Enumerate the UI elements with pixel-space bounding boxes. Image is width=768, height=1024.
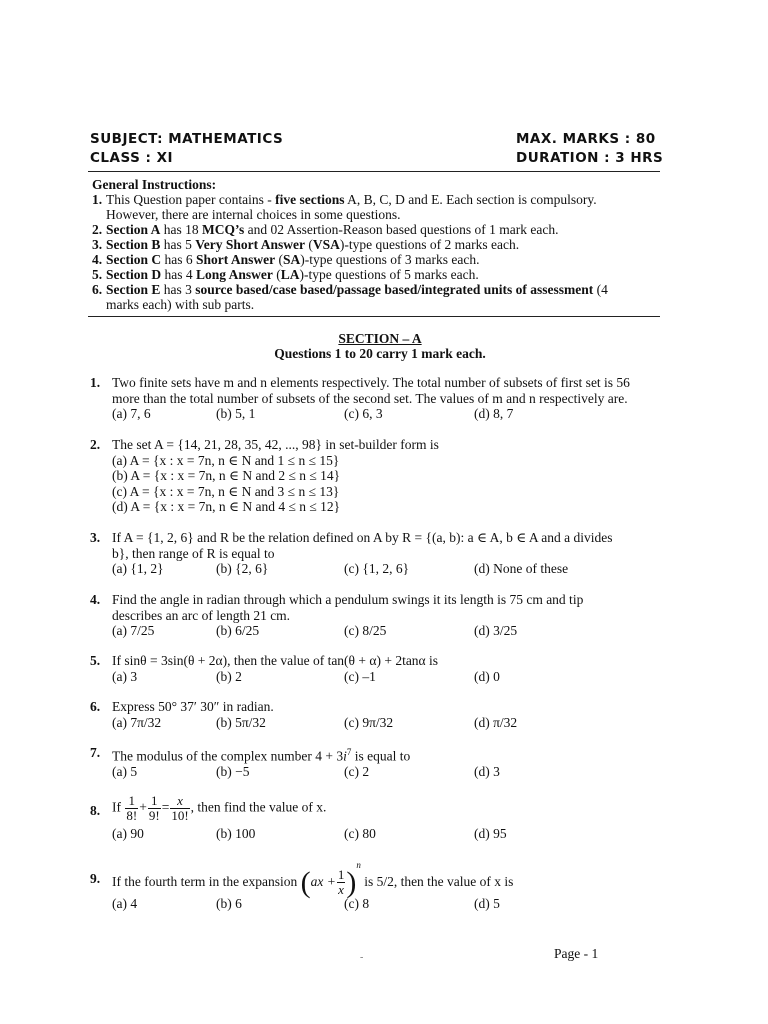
class-label: CLASS : XI [90, 150, 174, 166]
option-c: (c) –1 [344, 668, 376, 684]
fraction: $\frac{x}{10!}$ [171, 793, 189, 823]
option-c: (c) 9π/32 [344, 714, 394, 730]
instruction-item: 5. Section D has 4 Long Answer (LA)-type questions of 5 marks each. [92, 267, 479, 282]
option-a: (a) {1, 2} [112, 561, 164, 576]
instruction-item: 1. This Question paper contains - five sections A, B, C, D and E. Each section is compulsory. However, there are internal choices in some questions. [92, 192, 597, 222]
option-c: (c) 6, 3 [344, 406, 383, 421]
option-d: (d) 0 [474, 668, 500, 684]
option-d: (d) 5 [474, 896, 500, 911]
option-c: (c) 2 [344, 764, 370, 779]
option-a: (a) 4 [112, 896, 138, 911]
option-b: (b) 6 [216, 896, 242, 911]
section-subtitle: Questions 1 to 20 carry 1 mark each. [274, 346, 486, 361]
section-title: SECTION – A [338, 331, 422, 346]
question-9: 9. If the fourth term in the expansion (ax + $\frac{1}{x}$ )$^n$ is 5/2, then the value of x is (a) 4 (b) 6 (c) 8 (d) 5 [90, 858, 670, 911]
question-options [112, 561, 670, 576]
question-1: 1. Two finite sets have m and n elements respectively. The total number of subsets of first set is 56 more than the total number of subsets of the second set. The values of m and n respectively are. (a) 7, 6 (b) 5, 1 (c) 6, 3 (d) 8, 7 [90, 375, 670, 421]
instruction-item: 3. Section B has 5 Very Short Answer (VSA)-type questions of 2 marks each. [92, 237, 520, 252]
header-divider-bottom [88, 316, 660, 317]
max-marks-label: MAX. MARKS : 80 [516, 131, 656, 147]
subject-label: SUBJECT: MATHEMATICS [90, 131, 284, 147]
fraction: $\frac{1}{x}$ [337, 867, 345, 898]
option-d: (d) None of these [474, 561, 569, 576]
option-a: (a) 3 [112, 668, 138, 684]
option-d: (d) 3/25 [474, 623, 518, 638]
option-c: (c) {1, 2, 6} [344, 561, 410, 576]
question-options [112, 896, 670, 911]
instructions-list [92, 192, 672, 312]
option-d: (d) 95 [474, 826, 507, 841]
question-3: 3. If A = {1, 2, 6} and R be the relation defined on A by R = {(a, b): a ∈ A, b ∈ A and a divides b}, then range of R is equal to (a) {1, 2} (b) {2, 6} (c) {1, 2, 6} (d) None of these [90, 530, 670, 576]
option-d: (d) 3 [474, 764, 500, 779]
question-options [112, 623, 670, 638]
option-d: (d) π/32 [474, 714, 518, 730]
option-b: (b) {2, 6} [216, 561, 269, 576]
question-options [112, 715, 670, 730]
option-b: (b) 5π/32 [216, 714, 266, 730]
option-d: (d) 8, 7 [474, 406, 514, 421]
option-c: (c) 8/25 [344, 623, 387, 638]
option-a: (a) A = {x : x = 7n, n ∈ N and 1 ≤ n ≤ 15} [112, 452, 340, 468]
question-options [112, 406, 670, 421]
question-6: 6. Express 50° 37′ 30″ in radian. (a) 7π/32 (b) 5π/32 (c) 9π/32 (d) π/32 [90, 699, 670, 730]
question-4: 4. Find the angle in radian through which a pendulum swings it its length is 75 cm and tip describes an arc of length 21 cm. (a) 7/25 (b) 6/25 (c) 8/25 (d) 3/25 [90, 592, 670, 638]
fraction: $\frac{1}{8!}$ [126, 793, 138, 823]
option-b: (b) 5, 1 [216, 406, 256, 421]
option-d: (d) A = {x : x = 7n, n ∈ N and 4 ≤ n ≤ 12} [112, 499, 341, 514]
instruction-item: 2. Section A has 18 MCQ’s and 02 Assertion-Reason based questions of 1 mark each. [92, 222, 559, 237]
header-divider-top [88, 171, 660, 172]
question-options [112, 764, 670, 779]
option-b: (b) A = {x : x = 7n, n ∈ N and 2 ≤ n ≤ 14} [112, 468, 341, 483]
option-a: (a) 7, 6 [112, 406, 151, 421]
option-a: (a) 90 [112, 826, 144, 841]
option-a: (a) 5 [112, 764, 138, 779]
fraction: $\frac{1}{9!}$ [148, 793, 160, 823]
option-c: (c) A = {x : x = 7n, n ∈ N and 3 ≤ n ≤ 13} [112, 483, 340, 499]
question-2: 2. The set A = {14, 21, 28, 35, 42, ..., 98} in set-builder form is (a) A = {x : x = 7n, n ∈ N and 1 ≤ n ≤ 15} (b) A = {x : x = 7n, n ∈ N and 2 ≤ n ≤ 14} (c) A = {x : x = 7n, n ∈ N and 3 ≤ n ≤ 13} (d) A = {x : x = 7n, n ∈ N and 4 ≤ n ≤ 12} [90, 437, 670, 515]
duration-label: DURATION : 3 HRS [516, 150, 664, 166]
question-7: 7. The modulus of the complex number $4 + 3i^7$ is equal to (a) 5 (b) −5 (c) 2 (d) 3 [90, 745, 670, 779]
option-b: (b) 100 [216, 826, 256, 841]
instruction-item: 4. Section C has 6 Short Answer (SA)-type questions of 3 marks each. [92, 252, 480, 267]
instructions-title: General Instructions: [92, 177, 217, 192]
option-b: (b) −5 [216, 764, 250, 779]
option-c: (c) 8 [344, 896, 370, 911]
question-options [112, 826, 670, 841]
page-number: Page - 1 [554, 946, 599, 961]
question-options [112, 669, 670, 684]
option-c: (c) 80 [344, 826, 376, 841]
option-b: (b) 2 [216, 668, 242, 684]
question-8: 8. If $\frac{1}{8!}$ + $\frac{1}{9!}$ = $\frac{x}{10!}$ , then find the value of x. (a) 90 (b) 100 (c) 80 (d) 95 [90, 794, 670, 841]
question-5: 5. If sinθ = 3sin(θ + 2α), then the value of tan(θ + α) + 2tanα is (a) 3 (b) 2 (c) –1 (d) 0 [90, 653, 670, 684]
footer-mark: - [360, 952, 364, 963]
option-b: (b) 6/25 [216, 623, 260, 638]
instruction-item: 6. Section E has 3 source based/case based/passage based/integrated units of assessment (4 marks each) with sub parts. [92, 282, 608, 312]
option-a: (a) 7π/32 [112, 714, 162, 730]
option-a: (a) 7/25 [112, 623, 155, 638]
